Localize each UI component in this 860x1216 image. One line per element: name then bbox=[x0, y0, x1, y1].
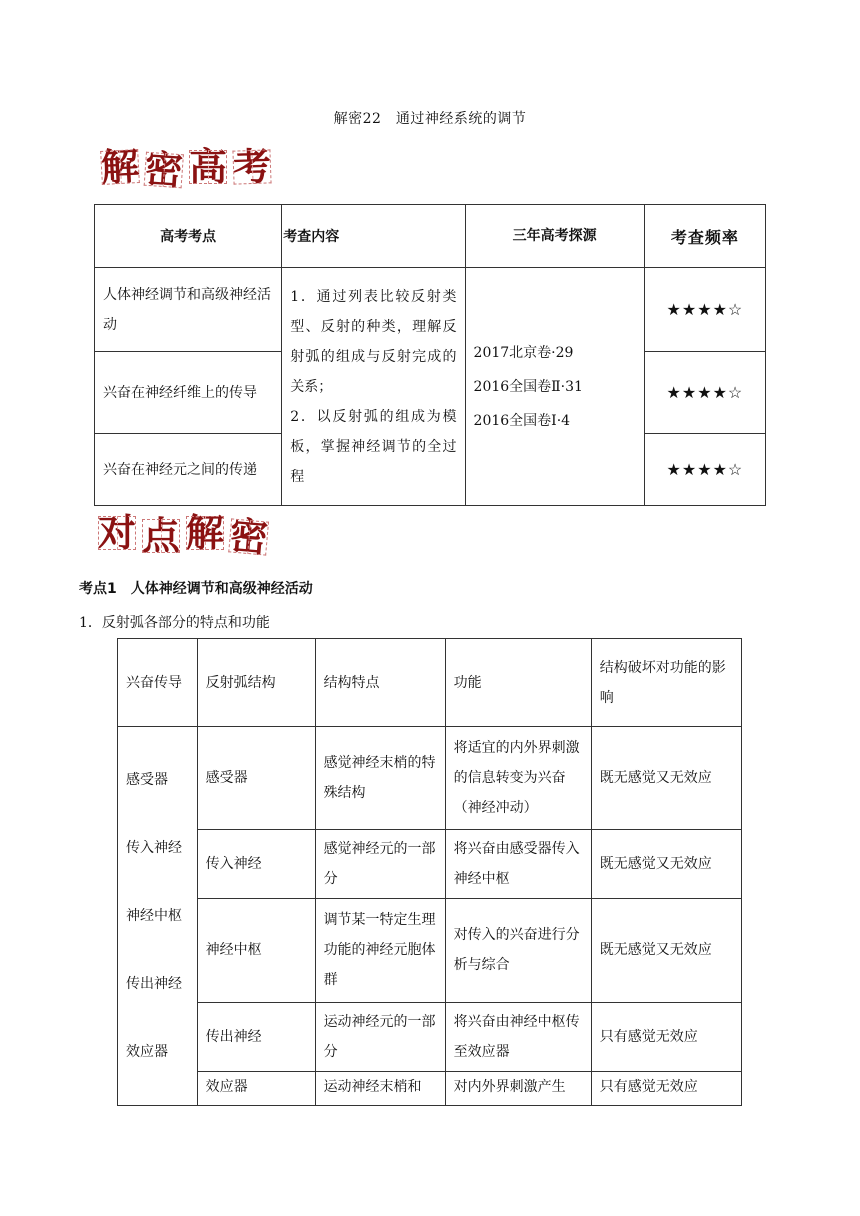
duidian-stamp-banner bbox=[95, 510, 271, 561]
structure-cell: 神经中枢 bbox=[197, 899, 315, 1002]
table-row bbox=[118, 899, 742, 1002]
stamp-char: 密 bbox=[140, 148, 187, 193]
table-row bbox=[118, 830, 742, 899]
stamp-char: 解 bbox=[97, 145, 143, 189]
effect-cell: 既无感觉又无效应 bbox=[591, 830, 741, 899]
header-exam-point: 高考考点 bbox=[95, 205, 282, 268]
effect-cell: 只有感觉无效应 bbox=[591, 1002, 741, 1071]
chain-item: 神经中枢 bbox=[126, 908, 182, 924]
function-cell: 将适宜的内外界刺激的信息转变为兴奋（神经冲动） bbox=[445, 727, 591, 830]
header-damage-effect: 结构破坏对功能的影响 bbox=[591, 639, 741, 727]
header-frequency: 考查频率 bbox=[644, 205, 765, 268]
table-header-row bbox=[118, 639, 742, 727]
conduction-chain-cell bbox=[118, 727, 198, 1106]
source-item: 2016全国卷Ⅱ·31 bbox=[473, 378, 583, 395]
sub-heading: 1．反射弧各部分的特点和功能 bbox=[79, 615, 270, 631]
exam-point-cell: 兴奋在神经纤维上的传导 bbox=[95, 352, 282, 434]
structure-cell: 感受器 bbox=[197, 727, 315, 830]
table-row bbox=[95, 268, 766, 352]
exam-point-cell: 兴奋在神经元之间的传递 bbox=[95, 434, 282, 506]
sources-cell bbox=[465, 268, 644, 506]
table-row bbox=[118, 1071, 742, 1105]
structure-cell: 效应器 bbox=[197, 1071, 315, 1105]
frequency-stars: ★★★★☆ bbox=[644, 352, 765, 434]
source-item: 2017北京卷·29 bbox=[473, 344, 574, 361]
feature-cell: 运动神经末梢和 bbox=[315, 1071, 445, 1105]
frequency-stars: ★★★★☆ bbox=[644, 434, 765, 506]
header-content: 考查内容 bbox=[282, 205, 465, 268]
function-cell: 对内外界刺激产生 bbox=[445, 1071, 591, 1105]
effect-cell: 既无感觉又无效应 bbox=[591, 899, 741, 1002]
header-feature: 结构特点 bbox=[315, 639, 445, 727]
feature-cell: 调节某一特定生理功能的神经元胞体群 bbox=[315, 899, 445, 1002]
source-item: 2016全国卷Ⅰ·4 bbox=[473, 412, 571, 429]
header-structure: 反射弧结构 bbox=[197, 639, 315, 727]
header-sources: 三年高考探源 bbox=[465, 205, 644, 268]
feature-cell: 感觉神经元的一部分 bbox=[315, 830, 445, 899]
table-header-row bbox=[95, 205, 766, 268]
chain-item: 效应器 bbox=[126, 1044, 168, 1060]
header-function: 功能 bbox=[445, 639, 591, 727]
gaokao-stamp-banner bbox=[98, 143, 274, 194]
exam-point-cell: 人体神经调节和高级神经活动 bbox=[95, 268, 282, 352]
chain-item: 传入神经 bbox=[126, 840, 182, 856]
stamp-char: 对 bbox=[95, 512, 139, 554]
frequency-stars: ★★★★☆ bbox=[644, 268, 765, 352]
effect-cell: 只有感觉无效应 bbox=[591, 1071, 741, 1105]
section-heading: 考点1 人体神经调节和高级神经活动 bbox=[79, 581, 313, 597]
content-item-1: 1．通过列表比较反射类型、反射的种类，理解反射弧的组成与反射完成的关系； bbox=[290, 288, 457, 395]
table-row bbox=[118, 727, 742, 830]
table-row bbox=[118, 1002, 742, 1071]
page-title: 解密22 通过神经系统的调节 bbox=[333, 111, 527, 127]
stamp-char: 解 bbox=[183, 512, 227, 554]
chain-item: 传出神经 bbox=[126, 976, 182, 992]
effect-cell: 既无感觉又无效应 bbox=[591, 727, 741, 830]
function-cell: 对传入的兴奋进行分析与综合 bbox=[445, 899, 591, 1002]
stamp-char: 考 bbox=[229, 145, 274, 189]
reflex-arc-table bbox=[117, 638, 742, 1106]
structure-cell: 传入神经 bbox=[197, 830, 315, 899]
chain-item: 感受器 bbox=[126, 772, 168, 788]
function-cell: 将兴奋由神经中枢传至效应器 bbox=[445, 1002, 591, 1071]
stamp-char: 高 bbox=[186, 146, 230, 188]
header-conduction: 兴奋传导 bbox=[118, 639, 198, 727]
feature-cell: 运动神经元的一部分 bbox=[315, 1002, 445, 1071]
content-cell bbox=[282, 268, 465, 506]
content-item-2: 2．以反射弧的组成为模板，掌握神经调节的全过程 bbox=[290, 408, 457, 485]
feature-cell: 感觉神经末梢的特殊结构 bbox=[315, 727, 445, 830]
exam-overview-table bbox=[94, 204, 766, 506]
structure-cell: 传出神经 bbox=[197, 1002, 315, 1071]
stamp-char: 点 bbox=[139, 515, 183, 557]
stamp-char: 密 bbox=[225, 514, 272, 560]
function-cell: 将兴奋由感受器传入神经中枢 bbox=[445, 830, 591, 899]
